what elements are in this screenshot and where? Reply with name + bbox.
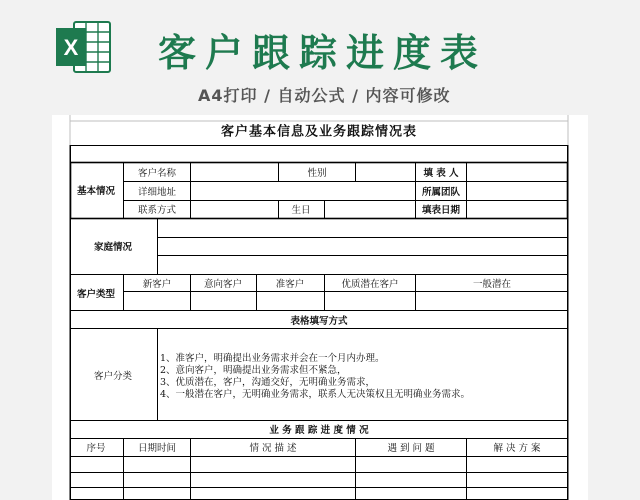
col-solutions: 解 决 方 案 (493, 443, 541, 454)
sheet-title: 客户基本信息及业务跟踪情况表 (220, 124, 418, 140)
col-problems: 遇 到 问 题 (387, 443, 435, 454)
classification-rule-1: 1、准客户，明确提出业务需求并会在一个月内办理。 (160, 353, 385, 364)
page-subtitle: A4打印 / 自动公式 / 内容可修改 (198, 86, 451, 105)
client-type-option-4: 优质潜在客户 (341, 279, 399, 290)
page-title: 客户跟踪进度表 (158, 31, 488, 75)
label-fill-date: 填表日期 (421, 205, 461, 216)
classification-rule-4: 4、一般潜在客户，无明确业务需求，联系人无决策权且无明确业务需求。 (160, 389, 471, 400)
classification-rule-2: 2、意向客户，明确提出业务需求但不紧急， (160, 365, 347, 376)
client-type-option-2: 意向客户 (203, 279, 243, 290)
classification-rule-3: 3、优质潜在，客户，沟通交好，无明确业务需求， (160, 377, 376, 388)
label-classification: 客户分类 (93, 371, 133, 382)
logo-letter: X (63, 35, 79, 60)
client-type-option-3: 准客户 (275, 279, 305, 290)
label-gender: 性别 (307, 168, 327, 179)
label-family: 家庭情况 (93, 242, 133, 253)
col-description: 情 况 描 述 (249, 443, 297, 454)
spreadsheet (52, 115, 588, 500)
col-datetime: 日期时间 (137, 443, 177, 454)
label-team: 所属团队 (421, 187, 461, 198)
col-number: 序号 (86, 443, 106, 454)
page-header (0, 0, 640, 115)
tracking-heading: 业 务 跟 踪 进 度 情 况 (269, 425, 369, 436)
label-address: 详细地址 (137, 187, 177, 198)
label-filler: 填 表 人 (423, 168, 459, 179)
label-birthday: 生日 (291, 205, 311, 216)
client-type-option-1: 新客户 (142, 279, 172, 290)
section-basic: 基本情况 (76, 186, 116, 197)
fill-method-heading: 表格填写方式 (290, 316, 348, 327)
label-contact: 联系方式 (137, 205, 177, 216)
label-client-type: 客户类型 (76, 289, 116, 300)
excel-icon (52, 18, 114, 76)
label-client-name: 客户名称 (137, 168, 177, 179)
client-type-option-5: 一般潜在 (472, 279, 512, 290)
